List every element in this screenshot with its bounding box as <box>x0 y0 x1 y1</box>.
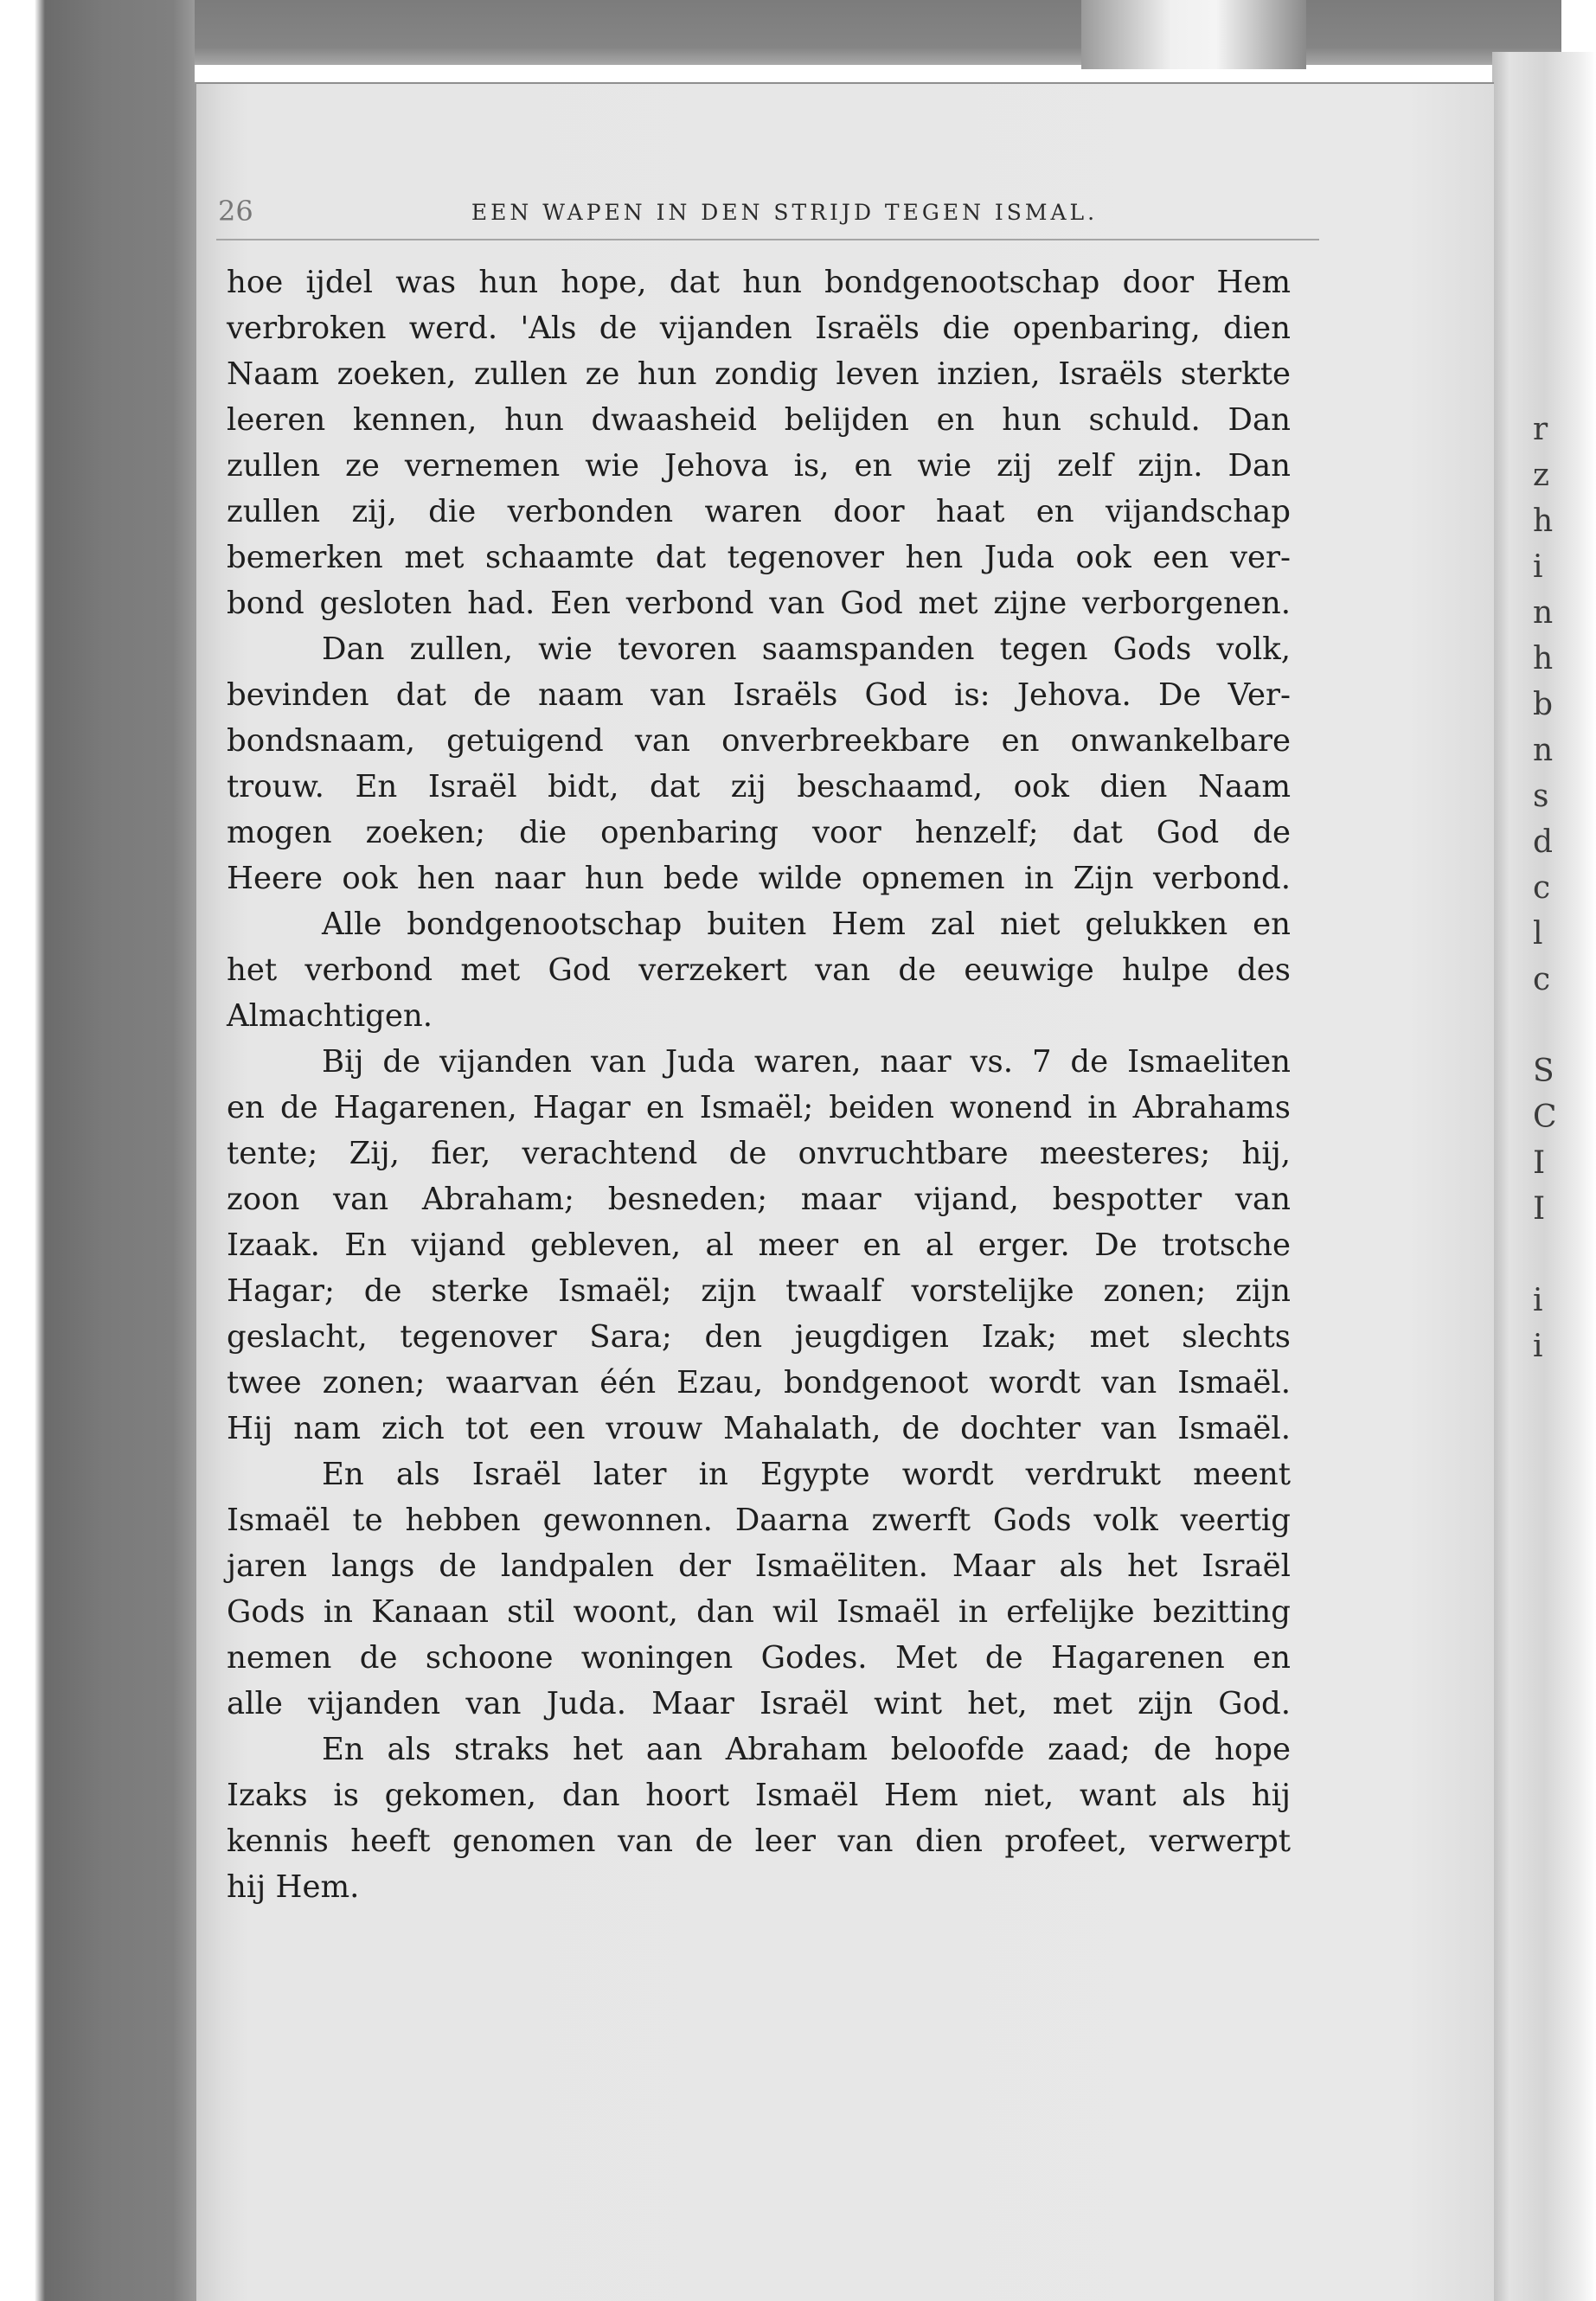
edge-letter: z <box>1533 458 1549 493</box>
text-line: zoon van Abraham; besneden; maar vijand, bespotter van <box>227 1182 1291 1217</box>
edge-letter: c <box>1533 870 1551 906</box>
scanner-top-shadow <box>195 0 1561 65</box>
edge-letter: n <box>1533 733 1554 768</box>
edge-letter: c <box>1533 962 1551 997</box>
text-line: Izaks is gekomen, dan hoort Ismaël Hem niet, want als hij <box>227 1778 1291 1813</box>
text-line: alle vijanden van Juda. Maar Israël wint het, met zijn God. <box>227 1686 1291 1721</box>
text-line: zullen zij, die verbonden waren door haat en vijandschap <box>227 494 1291 529</box>
text-line: Naam zoeken, zullen ze hun zondig leven inzien, Israëls sterkte <box>227 356 1291 392</box>
text-line: Alle bondgenootschap buiten Hem zal niet gelukken en <box>322 907 1291 942</box>
edge-letter: s <box>1533 779 1549 814</box>
text-line: hoe ijdel was hun hope, dat hun bondgenootschap door Hem <box>227 265 1291 300</box>
scanner-top-highlight <box>1081 0 1306 69</box>
edge-letter: d <box>1533 824 1554 860</box>
edge-letter: C <box>1533 1099 1557 1135</box>
text-line: verbroken werd. 'Als de vijanden Israëls die openbaring, dien <box>227 311 1291 346</box>
text-line: kennis heeft genomen van de leer van dien profeet, verwerpt <box>227 1823 1291 1859</box>
text-line: Izaak. En vijand gebleven, al meer en al erger. De trotsche <box>227 1227 1291 1263</box>
next-page-letters <box>1533 407 1559 1369</box>
edge-letter: l <box>1533 916 1543 952</box>
text-line: Heere ook hen naar hun bede wilde opnemen in Zijn verbond. <box>227 861 1291 896</box>
text-line: jaren langs de landpalen der Ismaëliten. Maar als het Israël <box>227 1548 1291 1584</box>
page-header <box>218 195 1317 238</box>
text-line: tente; Zij, fier, verachtend de onvruchtbare meesteres; hij, <box>227 1136 1291 1171</box>
text-line: bond gesloten had. Een verbond van God met zijne verborgenen. <box>227 586 1291 621</box>
text-line: Hagar; de sterke Ismaël; zijn twaalf vorstelijke zonen; zijn <box>227 1273 1291 1309</box>
text-line: trouw. En Israël bidt, dat zij beschaamd, ook dien Naam <box>227 769 1291 804</box>
edge-letter: i <box>1533 1329 1543 1364</box>
edge-letter: h <box>1533 503 1554 539</box>
scanner-left-shadow <box>0 0 195 2301</box>
edge-letter: i <box>1533 1283 1543 1318</box>
text-line: zullen ze vernemen wie Jehova is, en wie zij zelf zijn. Dan <box>227 448 1291 484</box>
text-line: Gods in Kanaan stil woont, dan wil Ismaël in erfelijke bezitting <box>227 1594 1291 1630</box>
edge-letter: I <box>1533 1145 1546 1181</box>
text-line: Almachtigen. <box>227 998 433 1034</box>
text-line: Hij nam zich tot een vrouw Mahalath, de dochter van Ismaël. <box>227 1411 1291 1446</box>
text-line: bevinden dat de naam van Israëls God is: Jehova. De Ver- <box>227 677 1291 713</box>
text-line: Dan zullen, wie tevoren saamspanden tegen Gods volk, <box>322 631 1291 667</box>
header-rule <box>216 239 1319 240</box>
edge-letter: h <box>1533 641 1554 676</box>
text-line: twee zonen; waarvan één Ezau, bondgenoot wordt van Ismaël. <box>227 1365 1291 1400</box>
text-line: En als Israël later in Egypte wordt verdrukt meent <box>322 1457 1291 1492</box>
page-number: 26 <box>218 195 253 228</box>
text-line: En als straks het aan Abraham beloofde zaad; de hope <box>322 1732 1291 1767</box>
edge-letter <box>1533 1232 1559 1278</box>
edge-letter: I <box>1533 1191 1546 1227</box>
text-line: bemerken met schaamte dat tegenover hen Juda ook een ver- <box>227 540 1291 575</box>
text-line: en de Hagarenen, Hagar en Ismaël; beiden wonend in Abrahams <box>227 1090 1291 1125</box>
text-line: hij Hem. <box>227 1869 360 1905</box>
edge-letter: S <box>1533 1054 1554 1089</box>
text-line: leeren kennen, hun dwaasheid belijden en hun schuld. Dan <box>227 402 1291 438</box>
text-line: mogen zoeken; die openbaring voor henzelf; dat God de <box>227 815 1291 850</box>
text-line: nemen de schoone woningen Godes. Met de Hagarenen en <box>227 1640 1291 1676</box>
edge-letter: n <box>1533 595 1554 631</box>
text-line: geslacht, tegenover Sara; den jeugdigen Izak; met slechts <box>227 1319 1291 1355</box>
text-line: het verbond met God verzekert van de eeuwige hulpe des <box>227 952 1291 988</box>
edge-letter: i <box>1533 549 1543 585</box>
edge-letter: b <box>1533 687 1554 722</box>
body-text <box>227 260 1291 1910</box>
edge-letter: r <box>1533 412 1548 447</box>
edge-letter <box>1533 1003 1559 1048</box>
text-line: bondsnaam, getuigend van onverbreekbare en onwankelbare <box>227 723 1291 759</box>
running-title: EEN WAPEN IN DEN STRIJD TEGEN ISMAL. <box>471 200 1099 225</box>
text-line: Bij de vijanden van Juda waren, naar vs. 7 de Ismaeliten <box>322 1044 1291 1080</box>
text-line: Ismaël te hebben gewonnen. Daarna zwerft Gods volk veertig <box>227 1503 1291 1538</box>
